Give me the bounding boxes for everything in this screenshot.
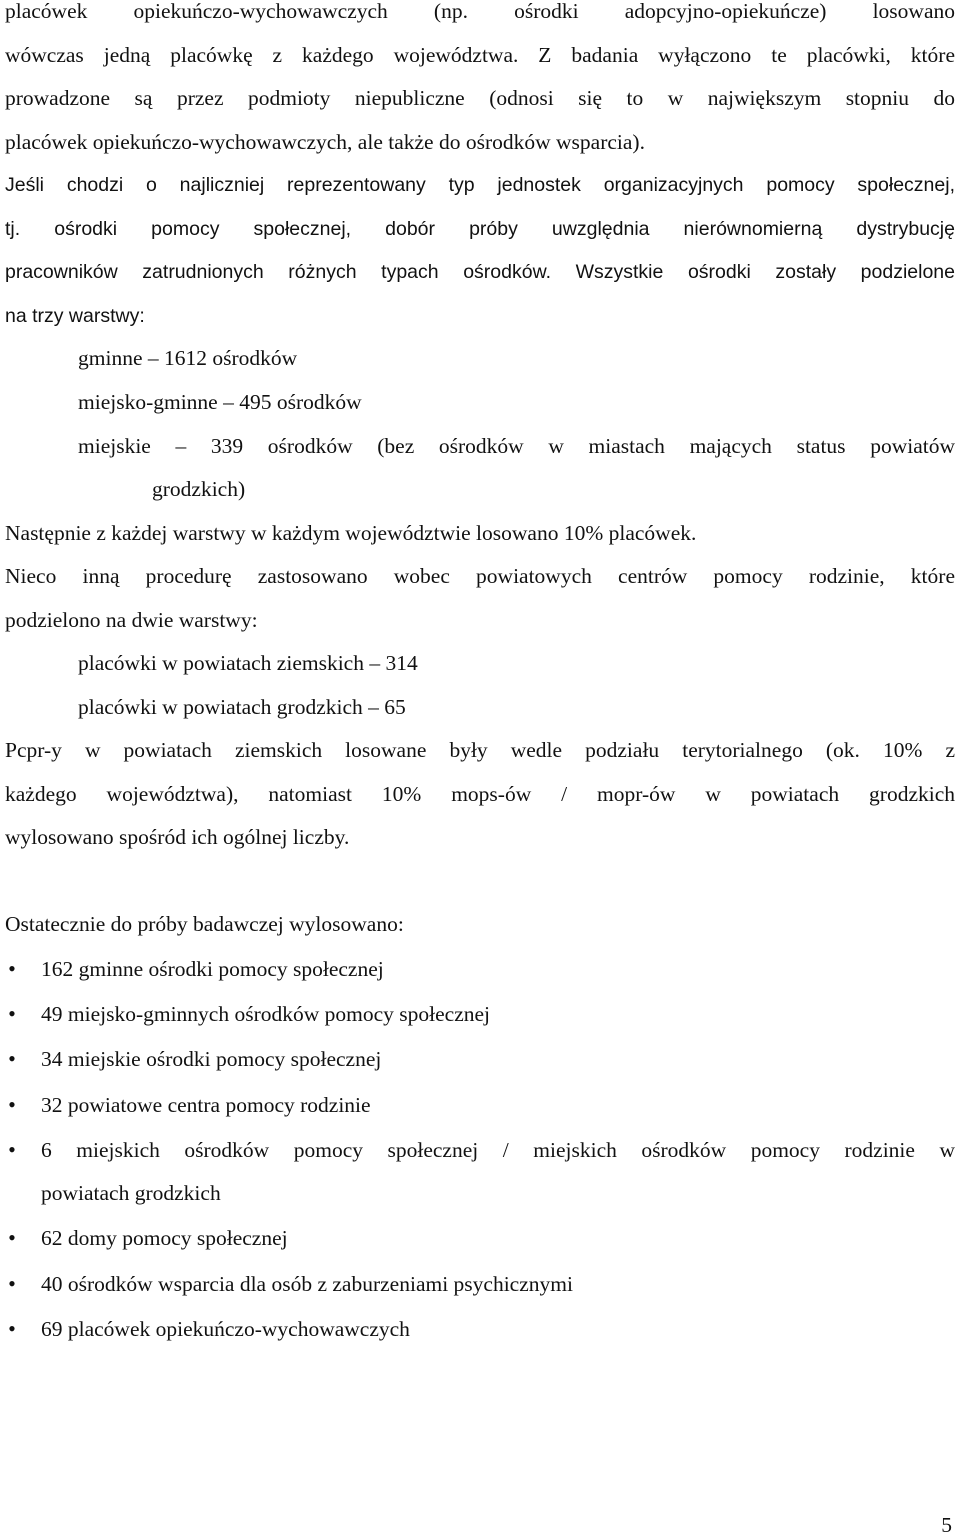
bullet-icon: • bbox=[8, 1316, 16, 1341]
bullet-icon: • bbox=[8, 1046, 16, 1071]
list-item: 6 miejskich ośrodków pomocy społecznej / miejskich ośrodków pomocy rodzinie w bbox=[41, 1138, 955, 1162]
page-number: 5 bbox=[941, 1513, 952, 1537]
paragraph-line: placówek opiekuńczo-wychowawczych, ale także do ośrodków wsparcia). bbox=[5, 130, 645, 154]
paragraph-line: wówczas jedną placówkę z każdego województwa. Z badania wyłączono te placówki, które bbox=[5, 43, 955, 67]
paragraph-line: placówek opiekuńczo-wychowawczych (np. ośrodki adopcyjno-opiekuńcze) losowano bbox=[5, 0, 955, 23]
bullet-icon: • bbox=[8, 1137, 16, 1162]
bullet-icon: • bbox=[8, 1092, 16, 1117]
list-item: 49 miejsko-gminnych ośrodków pomocy społecznej bbox=[41, 1002, 491, 1026]
sampling-sentence: Następnie z każdej warstwy w każdym województwie losowano 10% placówek. bbox=[5, 521, 697, 545]
list-item: 162 gminne ośrodki pomocy społecznej bbox=[41, 957, 384, 981]
bullet-icon: • bbox=[8, 1001, 16, 1026]
stratum-item: miejskie – 339 ośrodków (bez ośrodków w miastach mających status powiatów bbox=[78, 434, 955, 458]
paragraph-line: każdego województwa), natomiast 10% mops-ów / mopr-ów w powiatach grodzkich bbox=[5, 782, 955, 806]
paragraph-line: wylosowano spośród ich ogólnej liczby. bbox=[5, 825, 350, 849]
pcpr-stratum-item: placówki w powiatach ziemskich – 314 bbox=[78, 651, 418, 675]
paragraph-line: Nieco inną procedurę zastosowano wobec powiatowych centrów pomocy rodzinie, które bbox=[5, 564, 955, 588]
paragraph-line: na trzy warstwy: bbox=[5, 305, 145, 327]
list-item: 34 miejskie ośrodki pomocy społecznej bbox=[41, 1047, 382, 1071]
paragraph-line: Jeśli chodzi o najliczniej reprezentowany typ jednostek organizacyjnych pomocy społecznej, bbox=[5, 174, 955, 196]
stratum-item: grodzkich) bbox=[152, 477, 246, 501]
paragraph-line: pracowników zatrudnionych różnych typach ośrodków. Wszystkie ośrodki zostały podzielone bbox=[5, 261, 955, 283]
paragraph-line: Pcpr-y w powiatach ziemskich losowane były wedle podziału terytorialnego (ok. 10% z bbox=[5, 738, 955, 762]
bullet-icon: • bbox=[8, 956, 16, 981]
stratum-item: miejsko-gminne – 495 ośrodków bbox=[78, 390, 362, 414]
paragraph-line: podzielono na dwie warstwy: bbox=[5, 608, 258, 632]
list-item: 40 ośrodków wsparcia dla osób z zaburzeniami psychicznymi bbox=[41, 1272, 573, 1296]
list-item: 69 placówek opiekuńczo-wychowawczych bbox=[41, 1317, 410, 1341]
paragraph-line: prowadzone są przez podmioty niepubliczne (odnosi się to w największym stopniu do bbox=[5, 86, 955, 110]
paragraph-line: tj. ośrodki pomocy społecznej, dobór próby uwzględnia nierównomierną dystrybucję bbox=[5, 218, 955, 240]
pcpr-stratum-item: placówki w powiatach grodzkich – 65 bbox=[78, 695, 406, 719]
bullet-icon: • bbox=[8, 1271, 16, 1296]
final-list-heading: Ostatecznie do próby badawczej wylosowano: bbox=[5, 912, 404, 936]
list-item: 32 powiatowe centra pomocy rodzinie bbox=[41, 1093, 371, 1117]
stratum-item: gminne – 1612 ośrodków bbox=[78, 346, 298, 370]
list-item-continuation: powiatach grodzkich bbox=[41, 1181, 221, 1205]
bullet-icon: • bbox=[8, 1225, 16, 1250]
list-item: 62 domy pomocy społecznej bbox=[41, 1226, 288, 1250]
